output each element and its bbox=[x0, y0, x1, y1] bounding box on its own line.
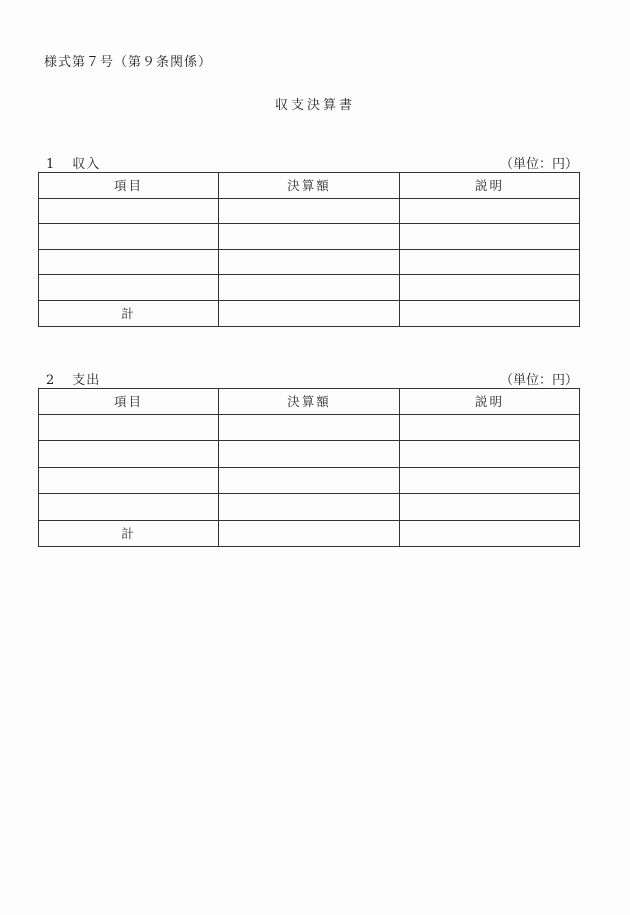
column-header-description: 説明 bbox=[400, 173, 580, 199]
cell[interactable] bbox=[400, 300, 580, 326]
section-label: 1 収入 bbox=[46, 157, 101, 172]
column-header-description: 説明 bbox=[400, 389, 580, 415]
total-label: 計 bbox=[39, 520, 219, 547]
table-row bbox=[39, 249, 580, 275]
table-row bbox=[39, 198, 580, 224]
cell[interactable] bbox=[400, 249, 580, 275]
total-row bbox=[39, 520, 580, 547]
unit-label: （単位：円） bbox=[499, 373, 578, 388]
total-label: 計 bbox=[39, 300, 219, 326]
cell[interactable] bbox=[219, 224, 400, 250]
cell[interactable] bbox=[400, 494, 580, 521]
cell[interactable] bbox=[400, 467, 580, 494]
unit-label: （単位：円） bbox=[499, 157, 578, 172]
table-row bbox=[39, 441, 580, 468]
expense-section-header bbox=[46, 369, 578, 388]
table-header-row bbox=[39, 173, 580, 199]
cell[interactable] bbox=[219, 520, 400, 547]
cell[interactable] bbox=[400, 275, 580, 301]
cell[interactable] bbox=[219, 467, 400, 494]
total-row bbox=[39, 300, 580, 326]
column-header-amount: 決算額 bbox=[219, 389, 400, 415]
income-section-header bbox=[46, 153, 578, 172]
form-number: 様式第７号（第９条関係） bbox=[44, 55, 213, 70]
cell[interactable] bbox=[400, 441, 580, 468]
cell[interactable] bbox=[39, 224, 219, 250]
cell[interactable] bbox=[219, 198, 400, 224]
column-header-item: 項目 bbox=[39, 389, 219, 415]
cell[interactable] bbox=[39, 275, 219, 301]
table-row bbox=[39, 494, 580, 521]
column-header-item: 項目 bbox=[39, 173, 219, 199]
table-row bbox=[39, 414, 580, 441]
cell[interactable] bbox=[219, 494, 400, 521]
cell[interactable] bbox=[219, 275, 400, 301]
section-label: 2 支出 bbox=[46, 373, 101, 388]
cell[interactable] bbox=[219, 300, 400, 326]
table-row bbox=[39, 224, 580, 250]
cell[interactable] bbox=[219, 249, 400, 275]
cell[interactable] bbox=[400, 414, 580, 441]
income-table bbox=[38, 172, 580, 327]
cell[interactable] bbox=[39, 198, 219, 224]
cell[interactable] bbox=[39, 467, 219, 494]
cell[interactable] bbox=[39, 414, 219, 441]
table-row bbox=[39, 275, 580, 301]
expense-table bbox=[38, 388, 580, 547]
cell[interactable] bbox=[400, 520, 580, 547]
document-title: 収支決算書 bbox=[274, 98, 355, 113]
table-row bbox=[39, 467, 580, 494]
cell[interactable] bbox=[400, 198, 580, 224]
cell[interactable] bbox=[400, 224, 580, 250]
cell[interactable] bbox=[39, 494, 219, 521]
column-header-amount: 決算額 bbox=[219, 173, 400, 199]
cell[interactable] bbox=[39, 249, 219, 275]
table-header-row bbox=[39, 389, 580, 415]
cell[interactable] bbox=[219, 441, 400, 468]
cell[interactable] bbox=[219, 414, 400, 441]
cell[interactable] bbox=[39, 441, 219, 468]
